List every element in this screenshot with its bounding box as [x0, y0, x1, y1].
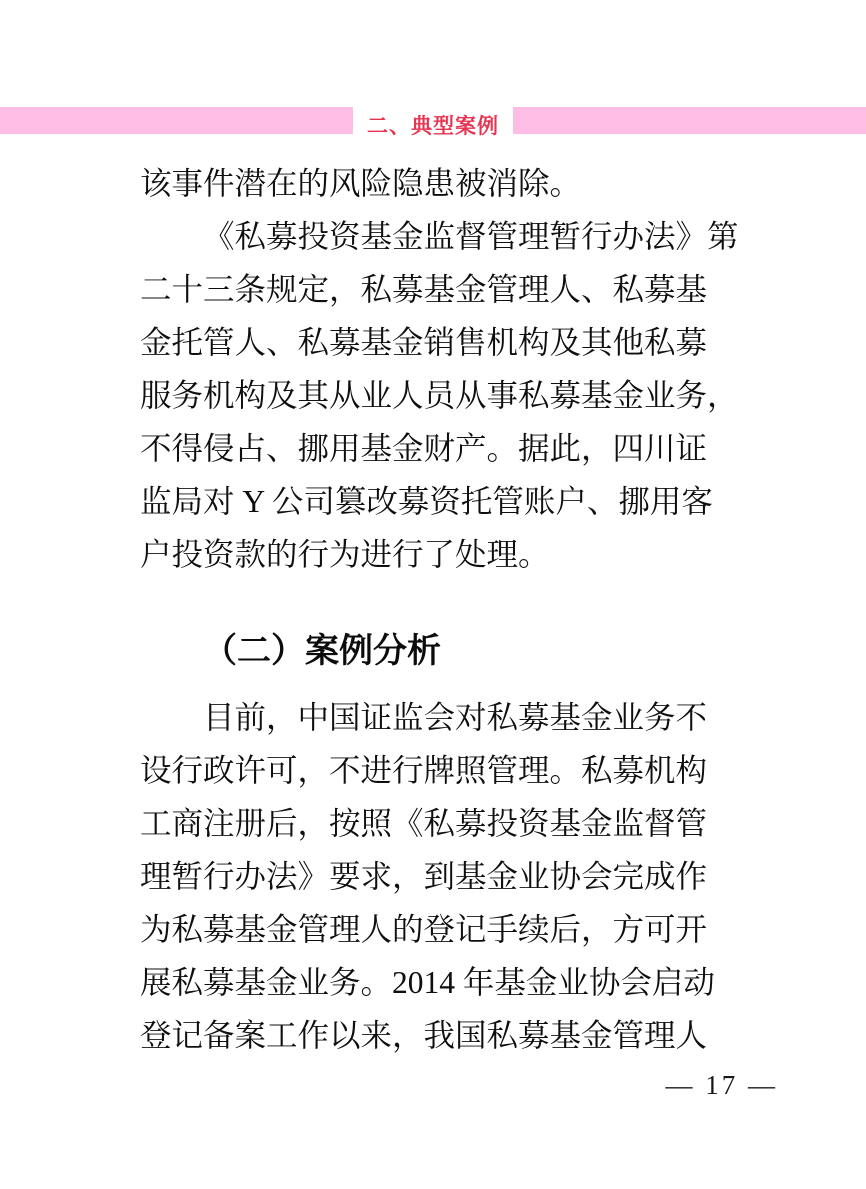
text-line: 理暂行办法》要求，到基金业协会完成作: [140, 859, 708, 894]
text-line: 二十三条规定，私募基金管理人、私募基: [140, 272, 708, 307]
text-line: 目前，中国证监会对私募基金业务不: [203, 700, 708, 735]
text-line: 监局对 Y 公司篡改募资托管账户、挪用客: [140, 484, 713, 519]
text-line: 设行政许可，不进行牌照管理。私募机构: [140, 753, 708, 788]
text-line: 工商注册后，按照《私募投资基金监督管: [140, 806, 708, 841]
page-number: — 17 —: [665, 1070, 778, 1100]
text-line: 《私募投资基金监督管理暂行办法》第: [203, 219, 739, 254]
header-badge: [353, 100, 513, 143]
chapter-title: 二、典型案例: [367, 114, 499, 138]
section-heading: （二）案例分析: [203, 633, 441, 670]
text-line: 不得侵占、挪用基金财产。据此，四川证: [140, 431, 708, 466]
text-line: 登记备案工作以来，我国私募基金管理人: [140, 1018, 708, 1053]
body-text-block-1: [140, 157, 740, 581]
body-text-block-2: [140, 691, 740, 1062]
text-line: 该事件潜在的风险隐患被消除。: [140, 166, 582, 201]
text-line: 户投资款的行为进行了处理。: [140, 537, 550, 572]
text-line: 为私募基金管理人的登记手续后，方可开: [140, 912, 708, 947]
text-line: 展私募基金业务。2014 年基金业协会启动: [140, 965, 715, 1000]
text-line: 金托管人、私募基金销售机构及其他私募: [140, 325, 708, 360]
text-line: 服务机构及其从业人员从事私募基金业务，: [140, 378, 739, 413]
